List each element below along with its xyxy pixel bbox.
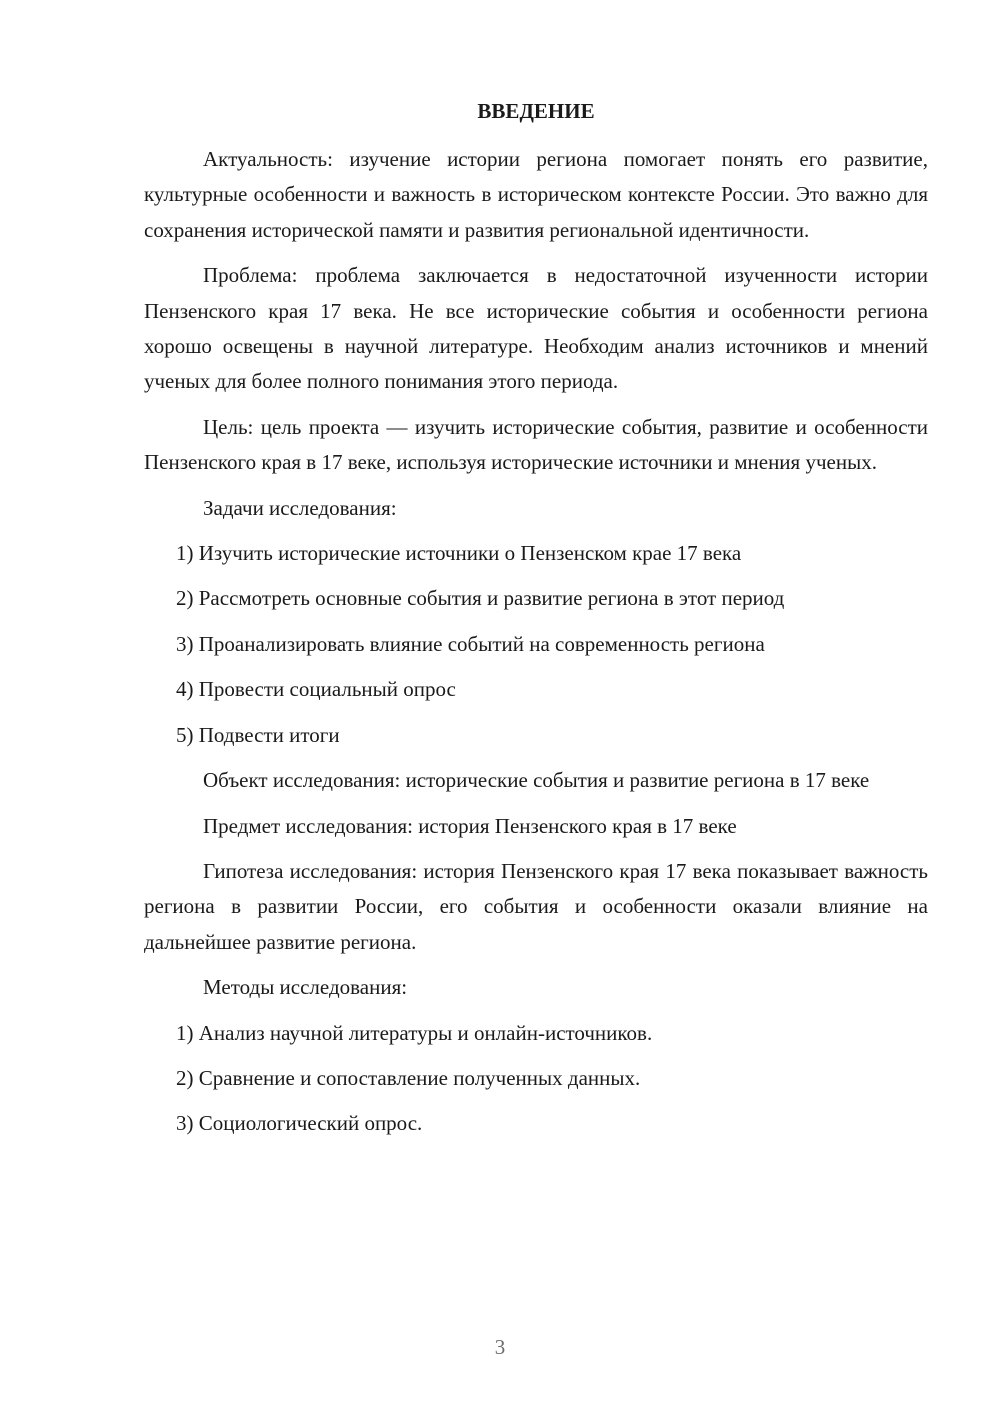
list-item <box>176 536 928 571</box>
list-item-text: Сравнение и сопоставление полученных данных. <box>198 1065 641 1090</box>
list-item <box>176 1016 928 1051</box>
hypothesis-paragraph: Гипотеза исследования: история Пензенского края 17 века показывает важность региона в развитии России, его события и особенности оказали влияние на дальнейшее развитие региона. <box>144 858 928 954</box>
list-item-number: 5) <box>176 722 194 747</box>
list-item <box>176 1061 928 1096</box>
list-item-number: 4) <box>176 677 194 702</box>
page-content <box>144 96 928 1152</box>
list-item-text: Изучить исторические источники о Пензенском крае 17 века <box>198 541 742 566</box>
methods-title: Методы исследования: <box>203 975 408 1000</box>
tasks-title: Задачи исследования: <box>203 495 397 520</box>
section-heading: ВВЕДЕНИЕ <box>477 99 595 123</box>
list-item <box>176 1106 928 1141</box>
subject-paragraph: Предмет исследования: история Пензенского края в 17 веке <box>203 813 737 838</box>
list-item-text: Провести социальный опрос <box>198 677 456 702</box>
goal-paragraph: Цель: цель проекта — изучить исторические события, развитие и особенности Пензенского края в 17 веке, используя исторические источники и мнения ученых. <box>144 414 928 475</box>
list-item-text: Социологический опрос. <box>198 1111 423 1136</box>
object-paragraph: Объект исследования: исторические события и развитие региона в 17 веке <box>203 768 870 793</box>
page-number: 3 <box>494 1335 506 1359</box>
relevance-paragraph: Актуальность: изучение истории региона помогает понять его развитие, культурные особенности и важность в историческом контексте России. Это важно для сохранения исторической памяти и развития региональной идентичности. <box>144 147 928 242</box>
list-item <box>176 718 928 753</box>
list-item-text: Подвести итоги <box>198 722 340 747</box>
list-item <box>176 627 928 662</box>
list-item-number: 2) <box>176 586 194 611</box>
list-item-number: 3) <box>176 631 194 656</box>
list-item-text: Рассмотреть основные события и развитие региона в этот период <box>198 586 785 611</box>
list-item-number: 1) <box>176 1020 194 1045</box>
list-item-text: Проанализировать влияние событий на современность региона <box>198 631 765 656</box>
list-item-number: 1) <box>176 541 194 566</box>
list-item-number: 2) <box>176 1065 194 1090</box>
list-item-text: Анализ научной литературы и онлайн-источников. <box>198 1020 653 1045</box>
list-item <box>176 581 928 616</box>
problem-paragraph: Проблема: проблема заключается в недостаточной изученности истории Пензенского края 17 века. Не все исторические события и особенности региона хорошо освещены в научной литературе. Необходим анализ источников и мнений ученых для более полного понимания этого периода. <box>144 263 928 394</box>
list-item-number: 3) <box>176 1111 194 1136</box>
list-item <box>176 672 928 707</box>
methods-list <box>144 1016 928 1142</box>
tasks-list <box>144 536 928 753</box>
